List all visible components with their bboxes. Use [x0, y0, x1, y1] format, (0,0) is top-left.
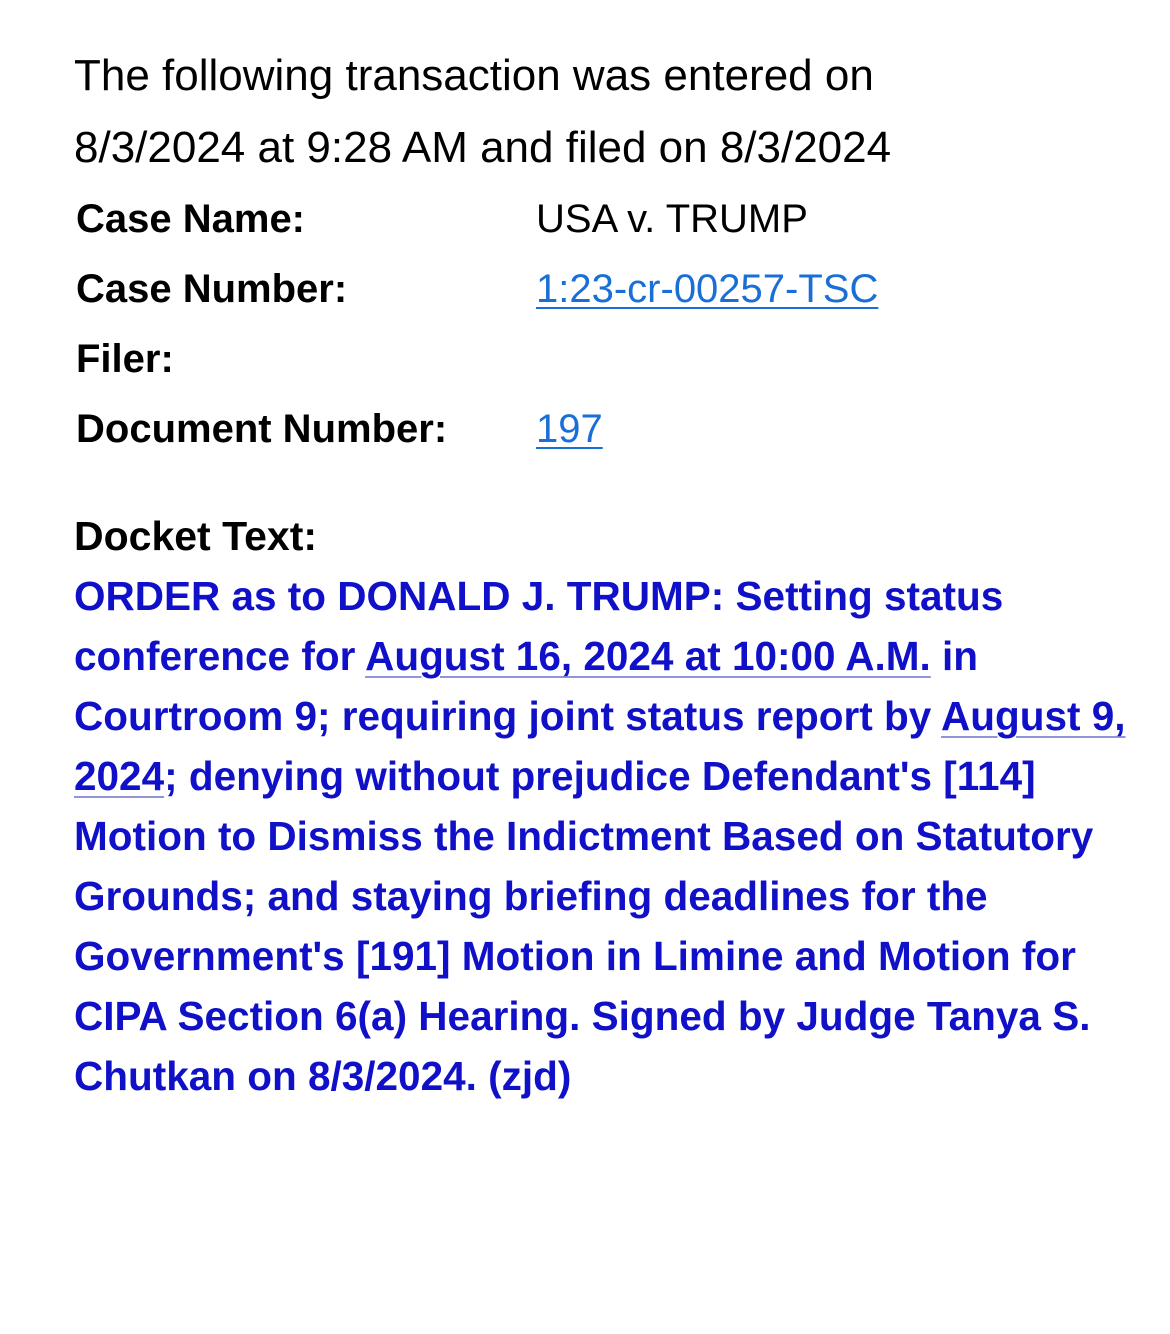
- document-number-label: Document Number:: [76, 406, 448, 451]
- intro-line-2: 8/3/2024 at 9:28 AM and filed on 8/3/2024: [74, 123, 892, 172]
- case-name-row: [76, 184, 878, 254]
- case-number-row: [76, 254, 878, 324]
- docket-text-part-1: ORDER as to DONALD J. TRUMP: Setting status conference for: [74, 573, 1004, 679]
- document-number-row: [76, 394, 878, 464]
- filer-label: Filer:: [76, 336, 174, 381]
- email-body: [74, 40, 1134, 1106]
- document-number-cell: [536, 394, 878, 464]
- case-number-label: Case Number:: [76, 266, 348, 311]
- case-name-value: USA v. TRUMP: [536, 196, 808, 241]
- transaction-intro: [74, 40, 1134, 184]
- case-number-link[interactable]: 1:23-cr-00257-TSC: [536, 266, 879, 311]
- docket-text-heading: Docket Text:: [74, 513, 318, 559]
- case-info-table: [76, 184, 878, 464]
- case-number-cell: [536, 254, 878, 324]
- case-name-label: Case Name:: [76, 196, 306, 241]
- joint-status-report-date-link[interactable]: August 9, 2024: [74, 693, 1126, 799]
- filer-row: [76, 324, 878, 394]
- docket-text-body: [74, 566, 1134, 1106]
- filer-value: [536, 324, 878, 394]
- docket-text-part-3: ; denying without prejudice Defendant's [114] Motion to Dismiss the Indictment Based on Statutory Grounds; and staying briefing deadlines for the Government's [191] Motion in Limine and Motion for CIPA Section 6(a) Hearing. Signed by Judge Tanya S. Chutkan on 8/3/2024. (zjd): [74, 753, 1094, 1099]
- status-conference-date-link[interactable]: August 16, 2024 at 10:00 A.M.: [365, 633, 931, 679]
- intro-line-1: The following transaction was entered on: [74, 51, 874, 100]
- docket-text-part-2: in Courtroom 9; requiring joint status report by: [74, 633, 979, 739]
- document-number-link[interactable]: 197: [536, 406, 603, 451]
